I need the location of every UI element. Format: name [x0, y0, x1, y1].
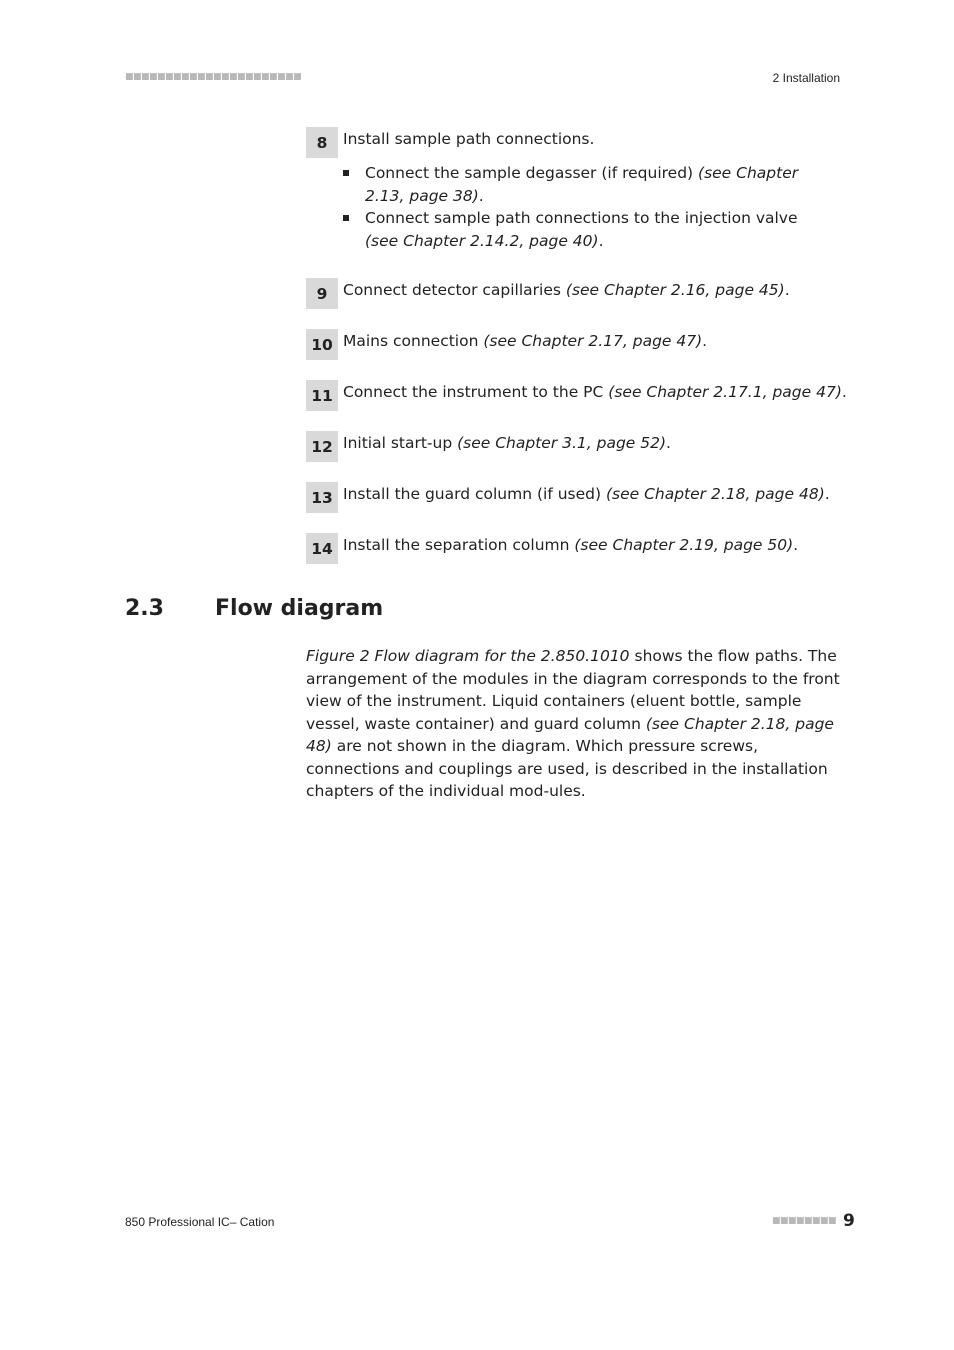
- step-text: Connect the instrument to the PC (see Chapter 2.17.1, page 47).: [343, 383, 847, 401]
- header-decoration: ■■■■■■■■■■■■■■■■■■■■■■: [125, 72, 302, 82]
- footer-product-name: 850 Professional IC– Cation: [125, 1215, 275, 1229]
- cross-reference[interactable]: (see Chapter 2.17, page 47): [483, 332, 703, 350]
- cross-reference[interactable]: (see Chapter 2.19, page 50): [574, 536, 794, 554]
- cross-reference[interactable]: (see Chapter 2.16, page 45): [565, 281, 785, 299]
- bullet-square-icon: [343, 215, 349, 221]
- step-number: 10: [306, 329, 338, 360]
- section-number: 2.3: [125, 596, 164, 621]
- step-8: [306, 127, 594, 158]
- step-number: 12: [306, 431, 338, 462]
- step-text: Mains connection (see Chapter 2.17, page 47).: [343, 332, 708, 350]
- running-header-chapter: 2 Installation: [772, 71, 840, 85]
- cross-reference[interactable]: (see Chapter 2.13, page 38): [365, 164, 799, 205]
- footer-decoration: ■■■■■■■■: [772, 1216, 837, 1226]
- cross-reference[interactable]: (see Chapter 3.1, page 52): [457, 434, 667, 452]
- step-number: 9: [306, 278, 338, 309]
- step-11: [306, 380, 847, 411]
- step-text: Install the guard column (if used) (see Chapter 2.18, page 48).: [343, 485, 830, 503]
- step-text: Initial start-up (see Chapter 3.1, page 52).: [343, 434, 671, 452]
- step-text: Install the separation column (see Chapter 2.19, page 50).: [343, 536, 799, 554]
- cross-reference[interactable]: (see Chapter 2.17.1, page 47): [608, 383, 842, 401]
- section-title: Flow diagram: [215, 596, 384, 621]
- cross-reference[interactable]: (see Chapter 2.18, page 48): [605, 485, 825, 503]
- step-10: [306, 329, 707, 360]
- step-8-bullet-list: [343, 162, 813, 252]
- section-paragraph: Figure 2 Flow diagram for the 2.850.1010 shows the flow paths. The arrangement of the modules in the diagram corresponds to the front view of the instrument. Liquid containers (eluent bottle, sample vessel, waste container) and guard column (see Chapter 2.18, page 48) are not shown in the diagram. Which pressure screws, connections and couplings are used, is described in the installation chapters of the individual mod-ules.: [306, 647, 840, 800]
- cross-reference[interactable]: (see Chapter 2.18, page 48): [306, 714, 834, 755]
- step-13: [306, 482, 830, 513]
- cross-reference[interactable]: (see Chapter 2.14.2, page 40): [365, 231, 599, 250]
- step-number: 8: [306, 127, 338, 158]
- step-text: Install sample path connections.: [343, 130, 595, 148]
- bullet-item: Connect sample path connections to the injection valve (see Chapter 2.14.2, page 40).: [343, 207, 813, 252]
- page-number: 9: [843, 1211, 855, 1231]
- step-12: [306, 431, 671, 462]
- bullet-square-icon: [343, 170, 349, 176]
- step-text: Connect detector capillaries (see Chapter 2.16, page 45).: [343, 281, 790, 299]
- bullet-item: Connect the sample degasser (if required) (see Chapter 2.13, page 38).: [343, 162, 813, 207]
- step-number: 14: [306, 533, 338, 564]
- step-14: [306, 533, 798, 564]
- step-number: 11: [306, 380, 338, 411]
- step-9: [306, 278, 790, 309]
- step-number: 13: [306, 482, 338, 513]
- figure-reference[interactable]: Figure 2 Flow diagram for the 2.850.1010: [306, 647, 630, 665]
